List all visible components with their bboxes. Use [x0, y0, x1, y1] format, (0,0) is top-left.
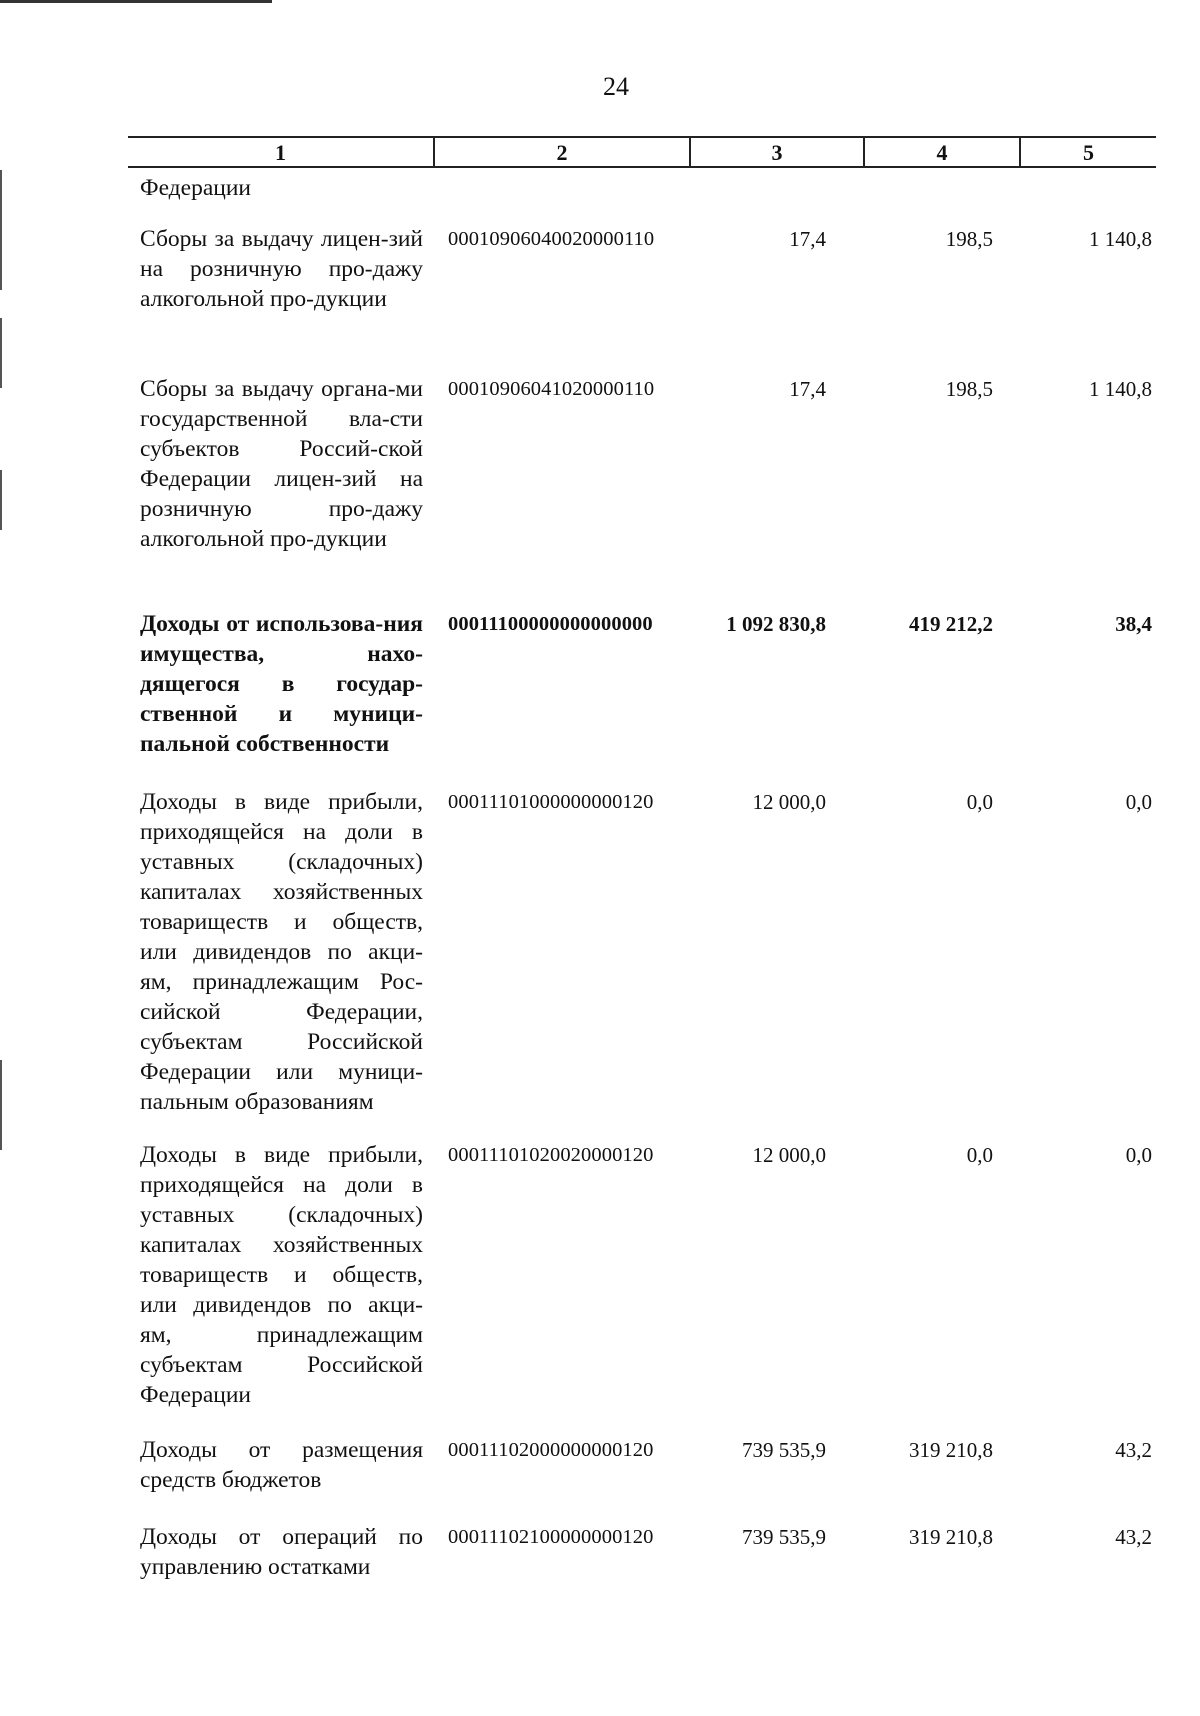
scan-edge-mark	[0, 1060, 2, 1150]
row-value-col3: 17,4	[789, 227, 826, 251]
row-value-col3: 739 535,9	[742, 1438, 826, 1462]
row-value-col3: 12 000,0	[752, 790, 826, 814]
header-top-line	[128, 136, 1156, 138]
row-value-col4: 419 212,2	[909, 612, 993, 636]
row-value-col4: 198,5	[945, 377, 993, 401]
header-bottom-line	[128, 166, 1156, 168]
row-code: 00010906041020000110	[448, 378, 655, 400]
row-name: Доходы от использова-​ния имущества, нахо-​дящегося в государ-​ственной и муници-​пальной собственности	[140, 611, 423, 757]
row-value-col4: 198,5	[945, 227, 993, 251]
row-code: 00010906040020000110	[448, 228, 655, 250]
row-code: 00011101000000000120	[448, 791, 654, 813]
row-code: 00011100000000000000	[448, 613, 653, 635]
row-value-col4: 0,0	[966, 1143, 993, 1167]
row-value-col5: 38,4	[1115, 612, 1152, 636]
column-header-2: 2	[556, 140, 568, 165]
row-value-col4: 319 210,8	[909, 1525, 993, 1549]
row-name: Доходы от операций по управлению остатками	[140, 1524, 423, 1580]
column-header-5: 5	[1083, 140, 1094, 165]
row-value-col5: 0,0	[1125, 1143, 1152, 1167]
top-rule	[0, 0, 272, 3]
row-value-col5: 1 140,8	[1089, 377, 1152, 401]
row-value-col5: 1 140,8	[1089, 227, 1152, 251]
page-number: 24	[603, 72, 629, 101]
row-value-col5: 43,2	[1115, 1525, 1152, 1549]
row-name: Сборы за выдачу органа-​ми государственной вла-​сти субъектов Россий-​ской Федерации лицен-​зий на розничную про-​дажу алкогольной про-​дукции	[140, 376, 423, 552]
row-code: 00011102100000000120	[448, 1526, 654, 1548]
row-name: Доходы в виде прибыли, приходящейся на доли в уставных (складочных) капиталах хозяйственных товариществ и обществ, или дивидендов по акци-​ям, принадлежащим Рос-​сийской Федерации, субъектам Российской Федерации или муници-​пальным образованиям	[140, 789, 423, 1115]
column-header-1: 1	[275, 140, 286, 165]
scan-edge-mark	[0, 470, 2, 530]
row-code: 00011102000000000120	[448, 1439, 654, 1461]
row-value-col4: 319 210,8	[909, 1438, 993, 1462]
row-name: Сборы за выдачу лицен-​зий на розничную про-​дажу алкогольной про-​дукции	[140, 226, 423, 312]
row-name: Доходы от размещения средств бюджетов	[140, 1437, 423, 1493]
row-value-col3: 12 000,0	[752, 1143, 826, 1167]
row-value-col5: 43,2	[1115, 1438, 1152, 1462]
row-name: Федерации	[140, 175, 251, 201]
row-value-col5: 0,0	[1125, 790, 1152, 814]
column-header-3: 3	[771, 140, 783, 165]
row-name: Доходы в виде прибыли, приходящейся на доли в уставных (складочных) капиталах хозяйственных товариществ и обществ, или дивидендов по акци-​ям, принадлежащим субъектам Российской Федерации	[140, 1142, 423, 1408]
scan-edge-mark	[0, 170, 2, 290]
row-value-col3: 17,4	[789, 377, 826, 401]
row-value-col4: 0,0	[966, 790, 993, 814]
scan-edge-mark	[0, 318, 2, 388]
row-code: 00011101020020000120	[448, 1144, 654, 1166]
column-header-4: 4	[936, 140, 948, 165]
row-value-col3: 1 092 830,8	[726, 612, 826, 636]
row-value-col3: 739 535,9	[742, 1525, 826, 1549]
